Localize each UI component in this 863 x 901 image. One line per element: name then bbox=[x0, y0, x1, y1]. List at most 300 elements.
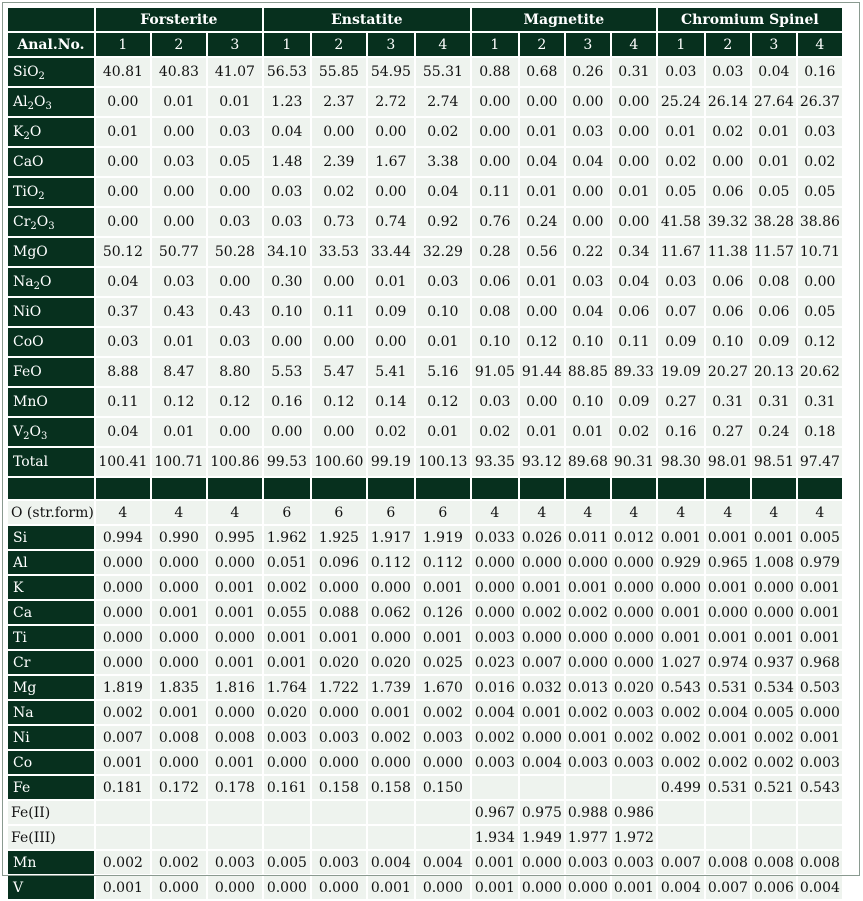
oxide-value: 0.37 bbox=[96, 298, 150, 326]
element-value: 0.000 bbox=[152, 651, 206, 674]
oxide-value: 55.85 bbox=[312, 58, 366, 86]
oxide-value: 0.00 bbox=[566, 178, 610, 206]
element-value: 0.003 bbox=[312, 726, 366, 749]
element-value bbox=[520, 776, 564, 799]
oxide-value: 0.00 bbox=[368, 328, 414, 356]
oxide-value: 0.12 bbox=[208, 388, 262, 416]
oxide-value: 0.24 bbox=[520, 208, 564, 236]
oxide-value: 26.14 bbox=[706, 88, 750, 116]
oxide-value: 0.09 bbox=[368, 298, 414, 326]
oxide-value: 0.01 bbox=[520, 178, 564, 206]
element-value: 0.020 bbox=[264, 701, 310, 724]
element-value: 0.172 bbox=[152, 776, 206, 799]
oxide-value: 97.47 bbox=[798, 448, 842, 476]
element-value: 0.000 bbox=[566, 651, 610, 674]
element-value: 0.001 bbox=[472, 851, 518, 874]
oxide-value: 55.31 bbox=[416, 58, 470, 86]
oxide-value: 0.01 bbox=[612, 178, 656, 206]
separator-cell bbox=[520, 478, 564, 499]
separator-cell bbox=[416, 478, 470, 499]
element-value: 0.001 bbox=[96, 751, 150, 774]
element-value: 0.001 bbox=[208, 601, 262, 624]
oxide-value: 0.10 bbox=[706, 328, 750, 356]
oxide-value: 0.10 bbox=[416, 298, 470, 326]
element-value: 0.000 bbox=[264, 751, 310, 774]
oxide-value: 40.81 bbox=[96, 58, 150, 86]
element-value: 0.150 bbox=[416, 776, 470, 799]
corner-cell bbox=[8, 8, 94, 31]
element-value: 0.001 bbox=[658, 626, 704, 649]
oxide-value: 100.13 bbox=[416, 448, 470, 476]
oxide-value: 0.00 bbox=[472, 88, 518, 116]
element-value: 0.929 bbox=[658, 551, 704, 574]
element-value: 1.008 bbox=[752, 551, 796, 574]
oxide-value: 33.44 bbox=[368, 238, 414, 266]
oxide-value: 0.03 bbox=[208, 208, 262, 236]
element-value: 0.003 bbox=[312, 851, 366, 874]
element-value: 0.001 bbox=[312, 626, 366, 649]
element-value: 0.002 bbox=[264, 576, 310, 599]
element-value: 0.001 bbox=[152, 601, 206, 624]
element-label: Na bbox=[8, 701, 94, 724]
oxide-value: 0.10 bbox=[264, 298, 310, 326]
element-row bbox=[8, 626, 842, 649]
element-value: 1.764 bbox=[264, 676, 310, 699]
oxide-row bbox=[8, 208, 842, 236]
oxide-value: 0.00 bbox=[368, 118, 414, 146]
element-value: 1.670 bbox=[416, 676, 470, 699]
element-label: Ni bbox=[8, 726, 94, 749]
element-value: 0.000 bbox=[472, 576, 518, 599]
oxide-value: 91.44 bbox=[520, 358, 564, 386]
element-value: 1.835 bbox=[152, 676, 206, 699]
element-value bbox=[752, 801, 796, 824]
element-value: 0.007 bbox=[706, 876, 750, 899]
oxide-value: 41.58 bbox=[658, 208, 704, 236]
oxygen-basis-value: 4 bbox=[566, 501, 610, 524]
oxide-value: 0.01 bbox=[96, 118, 150, 146]
oxide-value: 0.00 bbox=[208, 268, 262, 296]
element-value: 0.001 bbox=[706, 726, 750, 749]
element-value bbox=[706, 801, 750, 824]
element-value: 1.816 bbox=[208, 676, 262, 699]
element-value: 0.000 bbox=[520, 626, 564, 649]
analysis-number: 1 bbox=[472, 33, 518, 56]
element-value: 0.000 bbox=[612, 626, 656, 649]
oxide-value: 0.00 bbox=[96, 88, 150, 116]
oxide-value: 0.88 bbox=[472, 58, 518, 86]
element-value: 0.001 bbox=[520, 576, 564, 599]
element-value: 0.032 bbox=[520, 676, 564, 699]
oxide-value: 0.16 bbox=[658, 418, 704, 446]
element-value: 0.002 bbox=[566, 701, 610, 724]
element-value: 0.005 bbox=[264, 851, 310, 874]
oxide-value: 33.53 bbox=[312, 238, 366, 266]
element-value: 0.975 bbox=[520, 801, 564, 824]
oxide-row bbox=[8, 418, 842, 446]
oxide-value: 98.51 bbox=[752, 448, 796, 476]
element-value: 0.001 bbox=[658, 601, 704, 624]
element-value: 0.001 bbox=[798, 576, 842, 599]
oxide-value: 26.37 bbox=[798, 88, 842, 116]
element-value: 0.000 bbox=[312, 876, 366, 899]
oxide-value: 2.72 bbox=[368, 88, 414, 116]
element-value: 0.002 bbox=[752, 726, 796, 749]
element-row bbox=[8, 851, 842, 874]
oxide-value: 0.03 bbox=[566, 118, 610, 146]
element-value: 0.007 bbox=[520, 651, 564, 674]
oxide-value: 8.80 bbox=[208, 358, 262, 386]
oxide-value: 0.04 bbox=[520, 148, 564, 176]
element-value bbox=[152, 801, 206, 824]
element-value bbox=[798, 826, 842, 849]
analysis-number: 1 bbox=[264, 33, 310, 56]
analysis-number: 2 bbox=[520, 33, 564, 56]
oxide-label: Total bbox=[8, 448, 94, 476]
oxide-value: 0.11 bbox=[472, 178, 518, 206]
element-value: 0.033 bbox=[472, 526, 518, 549]
element-value: 0.937 bbox=[752, 651, 796, 674]
oxide-value: 10.71 bbox=[798, 238, 842, 266]
oxide-value: 0.00 bbox=[312, 328, 366, 356]
element-value: 0.000 bbox=[208, 551, 262, 574]
element-value: 0.003 bbox=[208, 851, 262, 874]
oxide-value: 0.68 bbox=[520, 58, 564, 86]
element-value: 0.012 bbox=[612, 526, 656, 549]
element-row bbox=[8, 701, 842, 724]
oxide-value: 0.04 bbox=[96, 268, 150, 296]
element-value: 0.001 bbox=[752, 526, 796, 549]
element-value: 0.000 bbox=[96, 651, 150, 674]
element-value: 0.112 bbox=[368, 551, 414, 574]
element-value: 0.001 bbox=[706, 626, 750, 649]
mineral-header: Magnetite bbox=[472, 8, 656, 31]
element-value: 0.001 bbox=[798, 726, 842, 749]
oxide-value: 19.09 bbox=[658, 358, 704, 386]
element-value: 0.020 bbox=[612, 676, 656, 699]
oxide-value: 0.10 bbox=[472, 328, 518, 356]
oxide-value: 0.01 bbox=[152, 328, 206, 356]
oxide-value: 0.01 bbox=[416, 418, 470, 446]
element-label: Mn bbox=[8, 851, 94, 874]
oxide-value: 0.04 bbox=[264, 118, 310, 146]
oxide-value: 0.01 bbox=[152, 418, 206, 446]
oxide-row bbox=[8, 328, 842, 356]
oxide-value: 0.16 bbox=[798, 58, 842, 86]
oxide-value: 0.10 bbox=[566, 328, 610, 356]
oxide-value: 100.86 bbox=[208, 448, 262, 476]
element-row bbox=[8, 801, 842, 824]
element-value: 0.990 bbox=[152, 526, 206, 549]
element-value: 0.112 bbox=[416, 551, 470, 574]
oxygen-basis-value: 4 bbox=[96, 501, 150, 524]
oxide-value: 0.02 bbox=[658, 148, 704, 176]
element-value: 0.002 bbox=[566, 601, 610, 624]
element-value: 1.962 bbox=[264, 526, 310, 549]
oxide-value: 0.09 bbox=[612, 388, 656, 416]
element-value: 0.008 bbox=[152, 726, 206, 749]
oxide-value: 0.28 bbox=[472, 238, 518, 266]
separator-cell bbox=[658, 478, 704, 499]
element-value: 0.000 bbox=[520, 551, 564, 574]
element-value: 0.016 bbox=[472, 676, 518, 699]
oxide-value: 0.00 bbox=[96, 208, 150, 236]
element-value bbox=[96, 801, 150, 824]
oxide-value: 0.92 bbox=[416, 208, 470, 236]
element-value: 1.977 bbox=[566, 826, 610, 849]
oxide-row bbox=[8, 58, 842, 86]
element-value: 0.051 bbox=[264, 551, 310, 574]
oxide-value: 0.00 bbox=[264, 328, 310, 356]
oxide-value: 0.03 bbox=[566, 268, 610, 296]
oxide-value: 0.26 bbox=[566, 58, 610, 86]
element-value: 0.000 bbox=[416, 876, 470, 899]
element-value: 0.003 bbox=[566, 851, 610, 874]
element-value: 0.531 bbox=[706, 776, 750, 799]
oxide-value: 98.01 bbox=[706, 448, 750, 476]
oxide-value: 0.01 bbox=[520, 418, 564, 446]
oxide-value: 0.34 bbox=[612, 238, 656, 266]
element-value: 0.543 bbox=[798, 776, 842, 799]
element-label: Fe(III) bbox=[8, 826, 94, 849]
element-value bbox=[416, 801, 470, 824]
oxide-value: 0.14 bbox=[368, 388, 414, 416]
oxide-label: SiO$_2$ bbox=[8, 58, 94, 86]
oxide-value: 2.39 bbox=[312, 148, 366, 176]
element-value: 0.002 bbox=[520, 601, 564, 624]
element-value: 0.000 bbox=[798, 701, 842, 724]
oxide-value: 27.64 bbox=[752, 88, 796, 116]
separator-cell bbox=[96, 478, 150, 499]
element-value: 0.004 bbox=[472, 701, 518, 724]
oxide-row bbox=[8, 118, 842, 146]
oxide-value: 34.10 bbox=[264, 238, 310, 266]
oxide-row bbox=[8, 88, 842, 116]
oxygen-basis-value: 6 bbox=[368, 501, 414, 524]
element-row bbox=[8, 751, 842, 774]
oxide-value: 0.06 bbox=[706, 268, 750, 296]
element-value: 0.001 bbox=[658, 526, 704, 549]
element-row bbox=[8, 676, 842, 699]
element-value: 0.096 bbox=[312, 551, 366, 574]
oxide-value: 0.05 bbox=[658, 178, 704, 206]
element-value: 0.974 bbox=[706, 651, 750, 674]
element-value: 0.000 bbox=[152, 576, 206, 599]
element-value: 0.004 bbox=[706, 701, 750, 724]
oxide-value: 88.85 bbox=[566, 358, 610, 386]
oxide-label: FeO bbox=[8, 358, 94, 386]
element-value bbox=[312, 826, 366, 849]
oxide-value: 0.02 bbox=[368, 418, 414, 446]
oxide-value: 0.03 bbox=[152, 148, 206, 176]
element-row bbox=[8, 601, 842, 624]
oxide-value: 11.57 bbox=[752, 238, 796, 266]
element-value: 0.002 bbox=[612, 726, 656, 749]
oxide-value: 41.07 bbox=[208, 58, 262, 86]
element-value: 0.002 bbox=[96, 851, 150, 874]
element-value: 0.000 bbox=[706, 601, 750, 624]
oxide-label: CoO bbox=[8, 328, 94, 356]
oxide-value: 0.08 bbox=[472, 298, 518, 326]
element-value: 0.003 bbox=[612, 701, 656, 724]
analysis-number: 3 bbox=[368, 33, 414, 56]
oxide-value: 50.28 bbox=[208, 238, 262, 266]
element-value: 0.001 bbox=[566, 726, 610, 749]
oxide-value: 100.71 bbox=[152, 448, 206, 476]
analysis-number-row bbox=[8, 33, 842, 56]
oxide-row bbox=[8, 448, 842, 476]
oxide-value: 0.00 bbox=[612, 118, 656, 146]
oxygen-basis-value: 6 bbox=[264, 501, 310, 524]
analysis-number: 4 bbox=[612, 33, 656, 56]
oxide-value: 0.00 bbox=[520, 88, 564, 116]
oxygen-basis-value: 6 bbox=[312, 501, 366, 524]
element-value: 0.000 bbox=[312, 576, 366, 599]
oxide-value: 0.00 bbox=[612, 208, 656, 236]
element-value: 0.001 bbox=[152, 701, 206, 724]
element-value: 0.000 bbox=[96, 626, 150, 649]
element-value: 0.534 bbox=[752, 676, 796, 699]
element-value bbox=[264, 801, 310, 824]
element-value: 0.001 bbox=[416, 626, 470, 649]
oxide-value: 91.05 bbox=[472, 358, 518, 386]
oxide-value: 0.12 bbox=[312, 388, 366, 416]
oxide-value: 0.06 bbox=[472, 268, 518, 296]
oxide-value: 0.01 bbox=[566, 418, 610, 446]
oxide-value: 0.09 bbox=[658, 328, 704, 356]
element-value bbox=[472, 776, 518, 799]
element-value: 0.126 bbox=[416, 601, 470, 624]
oxide-value: 89.68 bbox=[566, 448, 610, 476]
element-value: 0.001 bbox=[706, 526, 750, 549]
element-value bbox=[566, 776, 610, 799]
oxide-value: 1.48 bbox=[264, 148, 310, 176]
element-value: 1.949 bbox=[520, 826, 564, 849]
oxide-value: 40.83 bbox=[152, 58, 206, 86]
separator-cell bbox=[368, 478, 414, 499]
element-value: 0.008 bbox=[752, 851, 796, 874]
oxide-value: 54.95 bbox=[368, 58, 414, 86]
element-value: 0.003 bbox=[416, 726, 470, 749]
oxide-value: 0.31 bbox=[706, 388, 750, 416]
separator-cell bbox=[8, 478, 94, 499]
element-value: 1.934 bbox=[472, 826, 518, 849]
element-label: Cr bbox=[8, 651, 94, 674]
oxide-value: 0.43 bbox=[152, 298, 206, 326]
oxide-value: 0.03 bbox=[264, 178, 310, 206]
element-value bbox=[208, 826, 262, 849]
mineral-header: Forsterite bbox=[96, 8, 262, 31]
oxide-value: 2.37 bbox=[312, 88, 366, 116]
mineral-header: Enstatite bbox=[264, 8, 470, 31]
oxide-value: 0.06 bbox=[612, 298, 656, 326]
element-value: 1.027 bbox=[658, 651, 704, 674]
element-value: 0.000 bbox=[566, 551, 610, 574]
oxide-row bbox=[8, 358, 842, 386]
element-value: 0.004 bbox=[416, 851, 470, 874]
element-value: 0.002 bbox=[658, 726, 704, 749]
oxide-value: 5.47 bbox=[312, 358, 366, 386]
oxide-value: 3.38 bbox=[416, 148, 470, 176]
oxide-value: 0.01 bbox=[752, 148, 796, 176]
oxide-value: 0.27 bbox=[706, 418, 750, 446]
oxide-value: 0.03 bbox=[416, 268, 470, 296]
oxide-value: 0.11 bbox=[96, 388, 150, 416]
element-value: 0.965 bbox=[706, 551, 750, 574]
element-value: 0.000 bbox=[264, 876, 310, 899]
element-value: 0.000 bbox=[152, 876, 206, 899]
oxide-value: 0.43 bbox=[208, 298, 262, 326]
oxide-value: 56.53 bbox=[264, 58, 310, 86]
analysis-number: 3 bbox=[752, 33, 796, 56]
element-value: 0.000 bbox=[752, 601, 796, 624]
element-value: 0.002 bbox=[96, 701, 150, 724]
element-value: 0.001 bbox=[264, 651, 310, 674]
element-value: 0.001 bbox=[520, 701, 564, 724]
element-value bbox=[264, 826, 310, 849]
element-value: 0.013 bbox=[566, 676, 610, 699]
oxide-value: 0.30 bbox=[264, 268, 310, 296]
oxide-label: $Cr_2O_3$ bbox=[8, 208, 94, 236]
element-value: 0.023 bbox=[472, 651, 518, 674]
oxide-value: 0.00 bbox=[152, 178, 206, 206]
element-value: 0.000 bbox=[520, 726, 564, 749]
element-value: 0.020 bbox=[368, 651, 414, 674]
oxide-value: 0.76 bbox=[472, 208, 518, 236]
oxide-value: 1.67 bbox=[368, 148, 414, 176]
element-value bbox=[658, 826, 704, 849]
oxide-value: 0.01 bbox=[658, 118, 704, 146]
element-value: 0.001 bbox=[208, 651, 262, 674]
element-value: 0.000 bbox=[208, 876, 262, 899]
element-value: 0.521 bbox=[752, 776, 796, 799]
oxide-value: 0.11 bbox=[612, 328, 656, 356]
element-value: 0.007 bbox=[96, 726, 150, 749]
element-value bbox=[752, 826, 796, 849]
element-value: 0.979 bbox=[798, 551, 842, 574]
element-value: 1.925 bbox=[312, 526, 366, 549]
element-value: 0.001 bbox=[96, 876, 150, 899]
oxide-value: 0.05 bbox=[798, 298, 842, 326]
element-label: Fe(II) bbox=[8, 801, 94, 824]
oxide-value: 0.02 bbox=[798, 148, 842, 176]
element-value: 0.000 bbox=[152, 551, 206, 574]
oxide-value: 0.00 bbox=[152, 118, 206, 146]
oxide-value: 0.00 bbox=[472, 148, 518, 176]
oxide-value: 50.12 bbox=[96, 238, 150, 266]
oxide-value: 11.38 bbox=[706, 238, 750, 266]
analysis-number-label: Anal.No. bbox=[8, 33, 94, 56]
oxygen-basis-value: 6 bbox=[416, 501, 470, 524]
oxide-value: 0.00 bbox=[368, 178, 414, 206]
oxide-value: 0.06 bbox=[706, 298, 750, 326]
element-value: 0.003 bbox=[472, 626, 518, 649]
element-value: 0.000 bbox=[152, 751, 206, 774]
element-value: 0.002 bbox=[752, 751, 796, 774]
oxide-value: 100.60 bbox=[312, 448, 366, 476]
element-value: 0.000 bbox=[368, 576, 414, 599]
oxide-row bbox=[8, 178, 842, 206]
oxide-value: 11.67 bbox=[658, 238, 704, 266]
oxide-value: 20.27 bbox=[706, 358, 750, 386]
element-row bbox=[8, 876, 842, 899]
element-value: 0.001 bbox=[752, 626, 796, 649]
element-value: 0.062 bbox=[368, 601, 414, 624]
element-value: 1.722 bbox=[312, 676, 366, 699]
separator-cell bbox=[208, 478, 262, 499]
element-value: 0.000 bbox=[96, 551, 150, 574]
element-value: 0.000 bbox=[208, 701, 262, 724]
